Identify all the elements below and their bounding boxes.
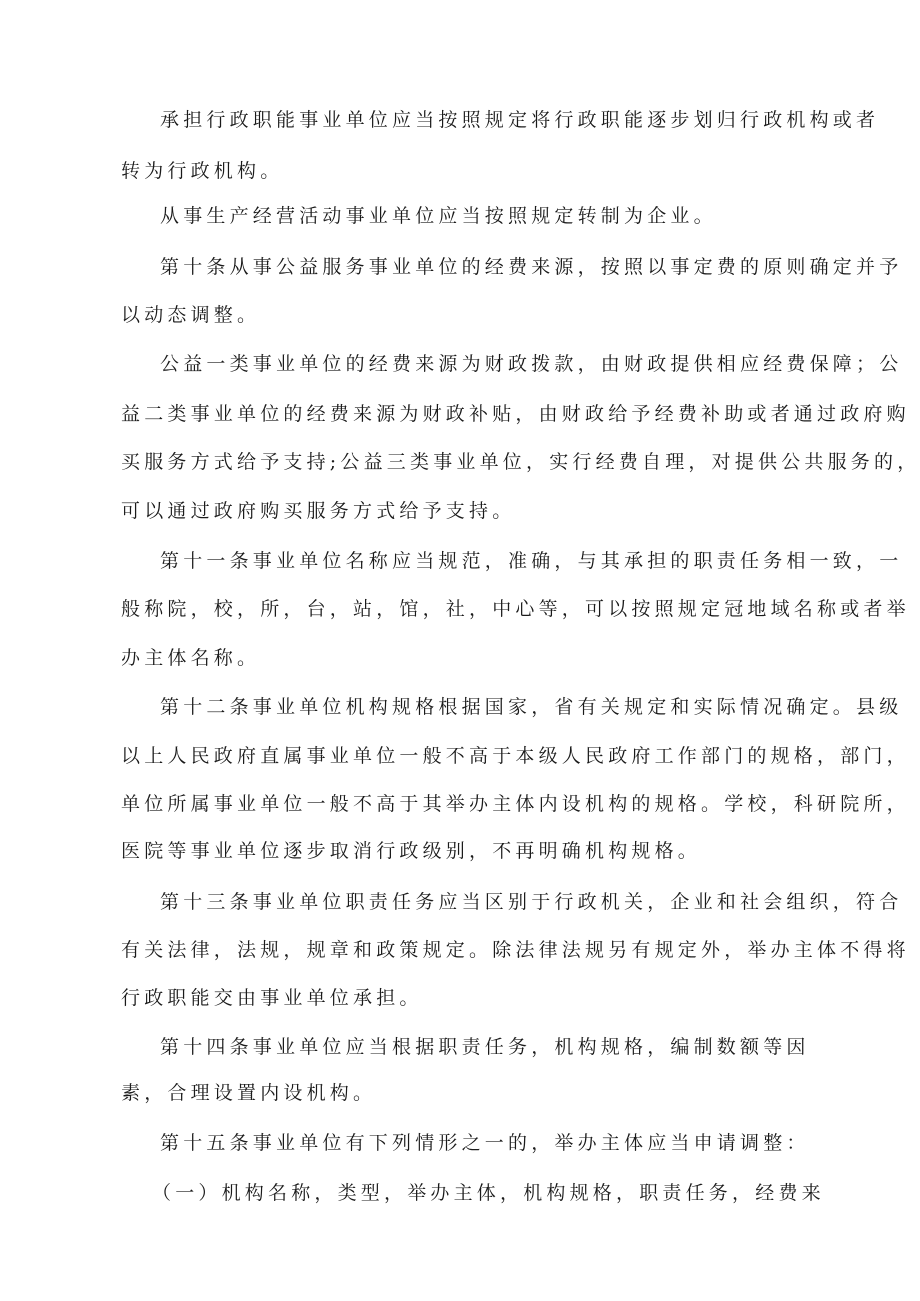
p3-line-1: 第十条从事公益服务事业单位的经费来源，按照以事定费的原则确定并予 (160, 256, 903, 278)
p7-line-3: 行政职能交由事业单位承担。 (121, 987, 423, 1009)
p7-line-1: 第十三条事业单位职责任务应当区别于行政机关，企业和社会组织，符合 (160, 891, 903, 913)
p5-line-2: 般称院，校，所，台，站，馆，社，中心等，可以按照规定冠地域名称或者举 (121, 598, 910, 620)
p1-line-2: 转为行政机构。 (121, 160, 284, 182)
p3-line-2: 以动态调整。 (121, 304, 261, 326)
p5-line-1: 第十一条事业单位名称应当规范，准确，与其承担的职责任务相一致，一 (160, 550, 903, 572)
p8-line-2: 素，合理设置内设机构。 (121, 1082, 377, 1104)
p4-line-3: 买服务方式给予支持;公益三类事业单位，实行经费自理，对提供公共服务的， (121, 451, 920, 473)
p9-line-1: 第十五条事业单位有下列情形之一的，举办主体应当申请调整： (160, 1132, 810, 1154)
p4-line-4: 可以通过政府购买服务方式给予支持。 (121, 500, 516, 522)
p4-line-2: 益二类事业单位的经费来源为财政补贴，由财政给予经费补助或者通过政府购 (121, 403, 910, 425)
p10-line-1: （一）机构名称，类型，举办主体，机构规格，职责任务，经费来 (152, 1182, 825, 1204)
p6-line-4: 医院等事业单位逐步取消行政级别，不再明确机构规格。 (121, 840, 702, 862)
p1-line-1: 承担行政职能事业单位应当按照规定将行政职能逐步划归行政机构或者 (160, 109, 880, 131)
p8-line-1: 第十四条事业单位应当根据职责任务，机构规格，编制数额等因 (160, 1036, 810, 1058)
p6-line-3: 单位所属事业单位一般不高于其举办主体内设机构的规格。学校，科研院所， (121, 793, 910, 815)
p2-line-1: 从事生产经营活动事业单位应当按照规定转制为企业。 (160, 205, 717, 227)
p7-line-2: 有关法律，法规，规章和政策规定。除法律法规另有规定外，举办主体不得将 (121, 939, 910, 961)
p4-line-1: 公益一类事业单位的经费来源为财政拨款，由财政提供相应经费保障；公 (160, 353, 903, 375)
p6-line-2: 以上人民政府直属事业单位一般不高于本级人民政府工作部门的规格，部门， (121, 745, 910, 767)
p6-line-1: 第十二条事业单位机构规格根据国家，省有关规定和实际情况确定。县级 (160, 696, 903, 718)
p5-line-3: 办主体名称。 (121, 647, 261, 669)
